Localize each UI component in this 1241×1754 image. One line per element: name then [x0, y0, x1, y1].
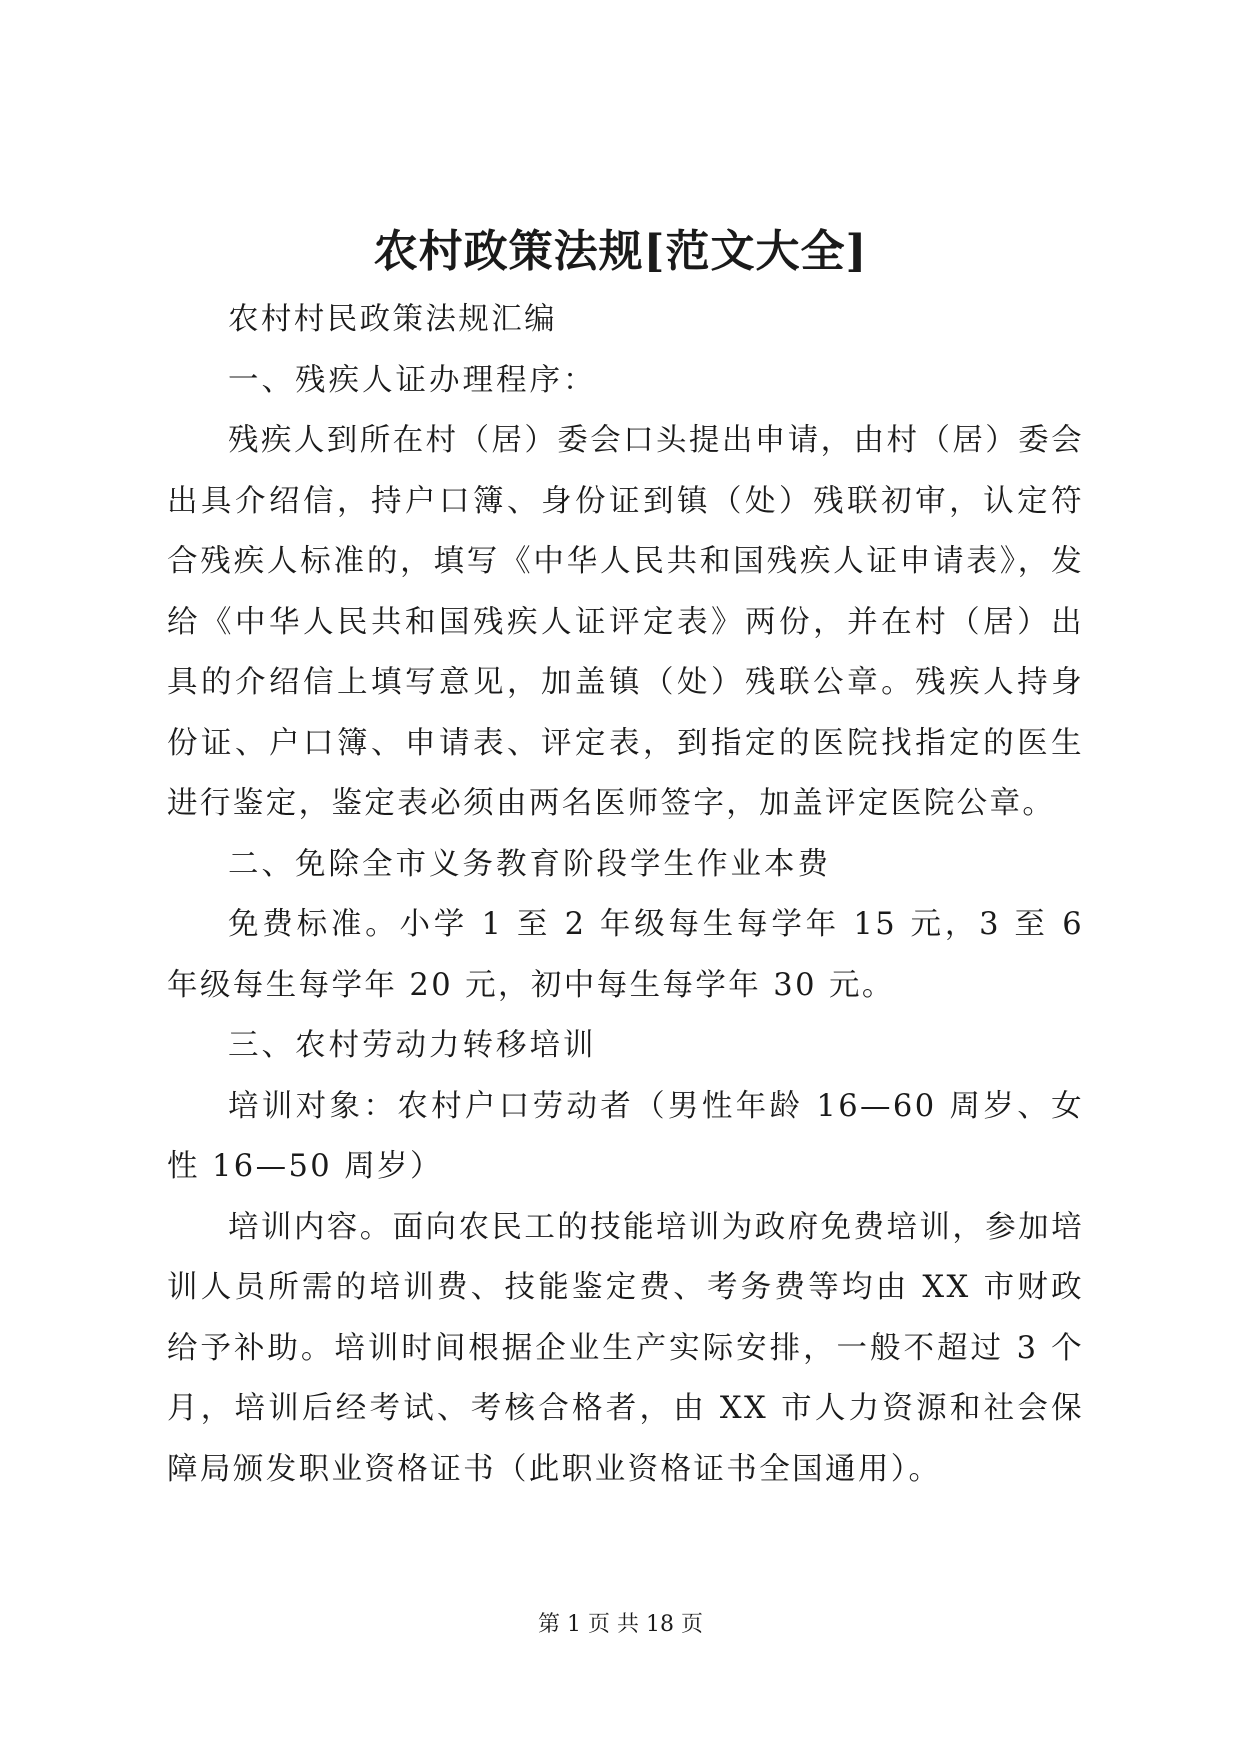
paragraph-training-target: 培训对象：农村户口劳动者（男性年龄 16—60 周岁、女性 16—50 周岁） — [167, 1088, 1084, 1184]
document-title: 农村政策法规[范文大全] — [373, 226, 868, 277]
paragraph-disability-card-procedure: 残疾人到所在村（居）委会口头提出申请，由村（居）委会出具介绍信，持户口簿、身份证到镇（处）残联初审，认定符合残疾人标准的，填写《中华人民共和国残疾人证申请表》，发给《中华人民共和国残疾人证评定表》两份，并在村（居）出具的介绍信上填写意见，加盖镇（处）残联公章。残疾人持身份证、户口簿、申请表、评定表，到指定的医院找指定的医生进行鉴定，鉴定表必须由两名医师签字，加盖评定医院公章。 — [167, 423, 1084, 821]
section-heading-exercise-book-fee: 二、免除全市义务教育阶段学生作业本费 — [228, 846, 831, 882]
intro-paragraph: 农村村民政策法规汇编 — [228, 302, 557, 337]
document-body — [167, 290, 1084, 1500]
paragraph-training-content: 培训内容。面向农民工的技能培训为政府免费培训，参加培训人员所需的培训费、技能鉴定费、考务费等均由 XX 市财政给予补助。培训时间根据企业生产实际安排，一般不超过 3 个月，培训后经考试、考核合格者，由 XX 市人力资源和社会保障局颁发职业资格证书（此职业资格证书全国通用）。 — [167, 1209, 1084, 1487]
section-heading-labor-training: 三、农村劳动力转移培训 — [228, 1028, 597, 1063]
page-footer: 第 1 页 共 18 页 — [538, 1612, 703, 1637]
section-heading-disability-card: 一、残疾人证办理程序： — [228, 362, 597, 398]
paragraph-fee-standard: 免费标准。小学 1 至 2 年级每生每学年 15 元，3 至 6 年级每生每学年 20 元，初中每生每学年 30 元。 — [167, 907, 1084, 1003]
